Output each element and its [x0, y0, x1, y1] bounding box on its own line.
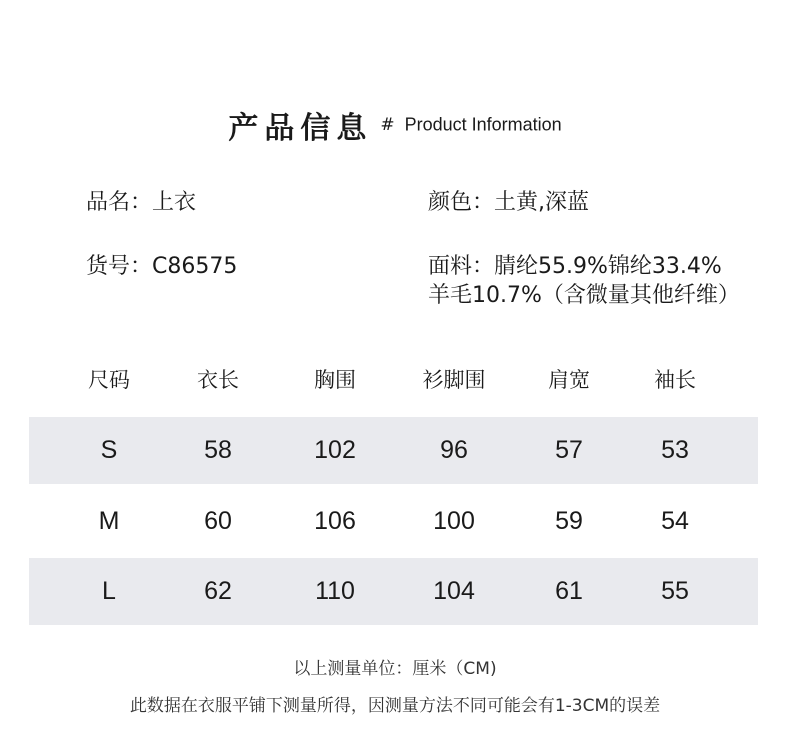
- unit-note: 以上测量单位：厘米（CM): [293, 659, 497, 679]
- sleeve-cell: 53: [661, 436, 689, 464]
- hem-cell: 100: [433, 506, 475, 535]
- header-size: 尺码: [88, 368, 130, 392]
- product-color-row: [428, 188, 589, 218]
- size-table: [29, 355, 758, 611]
- measurement-disclaimer: 此数据在衣服平铺下测量所得，因测量方法不同可能会有1-3CM的误差: [129, 696, 661, 716]
- section-title: [0, 103, 790, 147]
- product-code-value: C86575: [152, 254, 238, 279]
- header-length: 衣长: [197, 368, 239, 392]
- header-chest: 胸围: [314, 368, 356, 392]
- sleeve-cell: 55: [661, 577, 689, 605]
- product-name-value: 上衣: [152, 190, 197, 215]
- chest-cell: 102: [314, 436, 356, 464]
- product-code-label: 货号：: [86, 254, 153, 279]
- size-cell: L: [102, 577, 116, 605]
- product-fabric-label: 面料：: [428, 254, 495, 279]
- header-sleeve: 袖长: [654, 368, 696, 392]
- header-hem: 衫脚围: [422, 368, 486, 392]
- title-hash: #: [380, 115, 395, 135]
- hem-cell: 96: [440, 436, 468, 464]
- product-fabric-row: [428, 252, 740, 310]
- title-chinese: 产品信息: [228, 111, 373, 146]
- length-cell: 60: [204, 506, 232, 535]
- product-name-label: 品名：: [86, 190, 153, 215]
- product-fabric-line1: 腈纶55.9%锦纶33.4%: [494, 254, 722, 279]
- product-fabric-line2: 羊毛10.7%（含微量其他纤维）: [428, 283, 740, 308]
- shoulder-cell: 59: [555, 506, 583, 535]
- product-name-row: [86, 188, 196, 218]
- header-shoulder: 肩宽: [548, 368, 590, 392]
- product-color-label: 颜色：: [428, 190, 495, 215]
- shoulder-cell: 57: [555, 436, 583, 464]
- product-color-value: 土黄,深蓝: [494, 190, 590, 215]
- sleeve-cell: 54: [661, 506, 689, 535]
- table-row: [29, 484, 758, 558]
- hem-cell: 104: [433, 577, 475, 605]
- length-cell: 58: [204, 436, 232, 464]
- chest-cell: 106: [314, 506, 356, 535]
- size-cell: M: [98, 506, 120, 535]
- title-english: Product Information: [404, 114, 562, 135]
- table-row: [29, 558, 758, 625]
- length-cell: 62: [204, 577, 232, 605]
- size-cell: S: [100, 436, 118, 464]
- chest-cell: 110: [315, 577, 355, 605]
- table-row: [29, 417, 758, 484]
- product-code-row: [86, 252, 237, 282]
- size-table-header: [29, 355, 758, 403]
- shoulder-cell: 61: [555, 577, 583, 605]
